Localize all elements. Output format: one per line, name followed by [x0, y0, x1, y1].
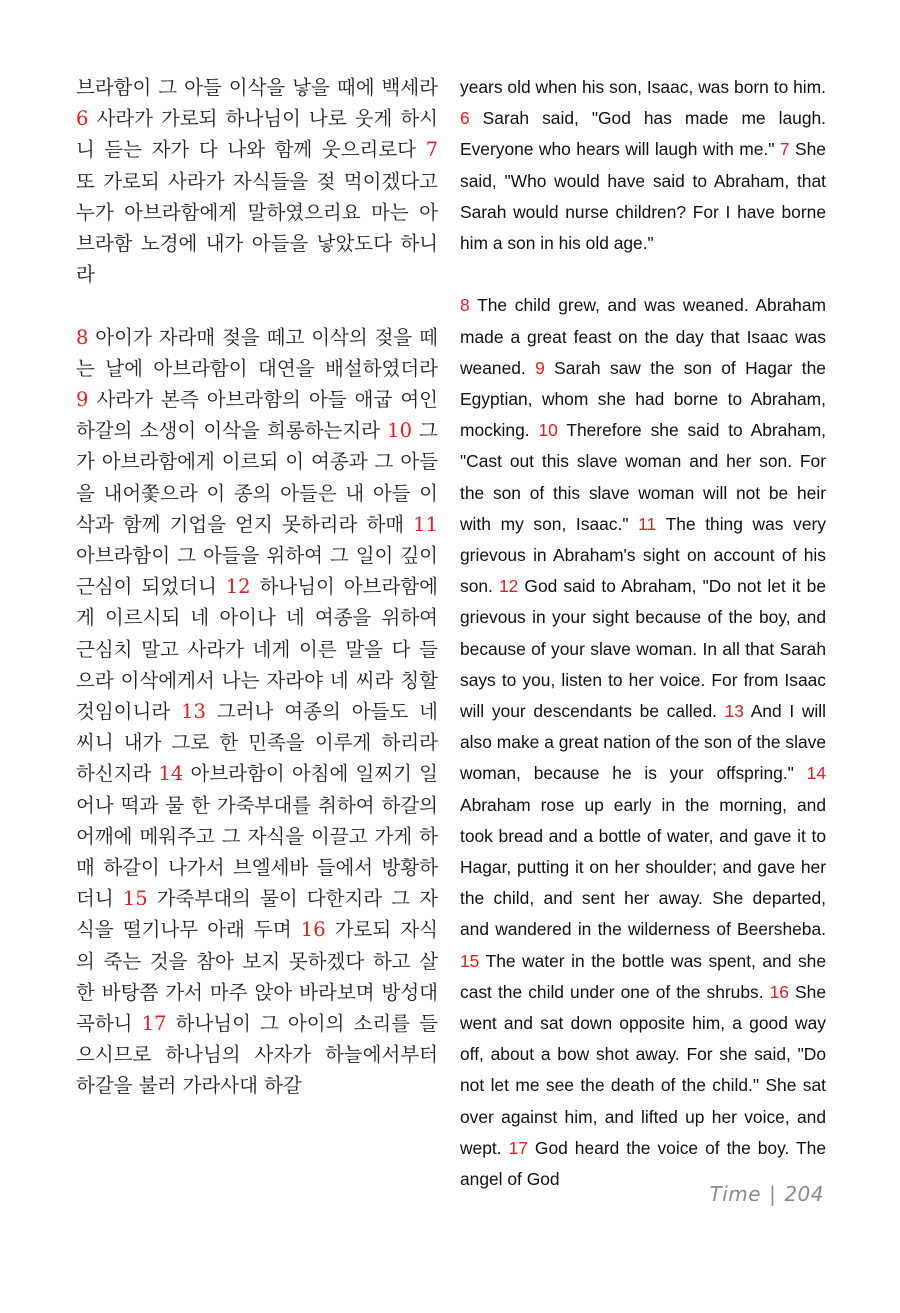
footer-section-title: Time	[709, 1182, 762, 1206]
korean-paragraph	[76, 322, 438, 1102]
english-verse-text: The water in the bottle was spent, and she cast the child under one of the shrubs.	[460, 950, 826, 1002]
verse-number: 14	[806, 763, 826, 784]
verse-number: 9	[535, 357, 545, 378]
verse-number: 10	[387, 419, 412, 443]
english-text-column	[460, 72, 826, 1195]
korean-verse-text: 가죽부대의 물이 다한지라 그 자식을 떨기나무 아래 두며	[76, 887, 439, 942]
footer-separator: |	[769, 1182, 777, 1206]
english-verse-text: years old when his son, Isaac, was born to him.	[460, 77, 826, 97]
verse-number: 9	[76, 388, 89, 412]
english-verse-text: The thing was very grievous in Abraham's sight on account of his son.	[460, 513, 826, 597]
korean-verse-text: 아이가 자라매 젖을 떼고 이삭의 젖을 떼는 날에 아브라함이 대연을 배설하였더라	[76, 325, 438, 380]
korean-verse-text: 하나님이 아브라함에게 이르시되 네 아이나 네 여종을 위하여 근심치 말고 사라가 네게 이른 말을 다 들으라 이삭에게서 나는 자라야 네 씨라 칭할 것임이니라	[76, 575, 438, 724]
korean-verse-text: 하나님이 그 아이의 소리를 들으시므로 하나님의 사자가 하늘에서부터 하갈을 불러 가라사대 하갈	[76, 1012, 438, 1098]
verse-number: 17	[141, 1012, 167, 1036]
verse-number: 13	[181, 700, 206, 724]
verse-number: 12	[225, 575, 251, 599]
korean-verse-text: 그러나 여종의 아들도 네 씨니 내가 그로 한 민족을 이루게 하리라 하신지라	[76, 700, 438, 786]
korean-verse-text: 사라가 본즉 아브라함의 아들 애굽 여인 하갈의 소생이 이삭을 희롱하는지라	[76, 388, 438, 443]
verse-number: 7	[779, 139, 790, 160]
verse-number: 17	[508, 1137, 528, 1158]
verse-number: 14	[158, 762, 184, 786]
english-verse-text: Abraham rose up early in the morning, and took bread and a bottle of water, and gave it to Hagar, putting it on her shoulder; and gave her the child, and sent her away. She departed, and wandered in the wilderness of Beersheba.	[460, 794, 826, 940]
verse-number: 15	[122, 887, 148, 911]
korean-verse-text: 아브라함이 그 아들을 위하여 그 일이 깊이 근심이 되었더니	[76, 544, 438, 599]
verse-number: 11	[413, 512, 438, 536]
korean-paragraph	[76, 72, 438, 290]
verse-number: 6	[460, 108, 470, 129]
verse-number: 6	[76, 107, 89, 131]
verse-number: 10	[538, 420, 558, 441]
korean-text-column	[76, 72, 438, 1102]
verse-number: 16	[769, 981, 789, 1002]
korean-verse-text: 그가 아브라함에게 이르되 이 여종과 그 아들을 내어쫓으라 이 종의 아들은 내 아들 이삭과 함께 기업을 얻지 못하리라 하매	[76, 419, 438, 536]
verse-number: 8	[76, 325, 89, 349]
korean-verse-text: 아브라함이 아침에 일찌기 일어나 떡과 물 한 가죽부대를 취하여 하갈의 어깨에 메워주고 그 자식을 이끌고 가게 하매 하갈이 나가서 브엘세바 들에서 방황하더니	[76, 762, 439, 911]
english-verse-text: She went and sat down opposite him, a good way off, about a bow shot away. For she said, "Do not let me see the death of the child." She sat over against him, and lifted up her voice, and wept.	[460, 981, 826, 1158]
english-verse-text: God said to Abraham, "Do not let it be grievous in your sight because of the boy, and because of your slave woman. In all that Sarah says to you, listen to her voice. For from Isaac will your descendants be called.	[460, 576, 827, 722]
english-verse-text: The child grew, and was weaned. Abraham made a great feast on the day that Isaac was weaned.	[460, 295, 826, 378]
page-number: 204	[784, 1182, 824, 1206]
verse-number: 16	[300, 918, 326, 942]
verse-number: 11	[638, 513, 657, 534]
english-verse-text: Sarah saw the son of Hagar the Egyptian, whom she had borne to Abraham, mocking.	[460, 357, 826, 441]
verse-number: 12	[498, 576, 519, 597]
verse-number: 7	[425, 138, 438, 162]
korean-verse-text: 또 가로되 사라가 자식들을 젖 먹이겠다고 누가 아브라함에게 말하였으리요 마는 아브라함 노경에 내가 아들을 낳았도다 하니라	[76, 169, 438, 287]
page-footer	[710, 1182, 825, 1206]
english-verse-text: She said, "Who would have said to Abraham, that Sarah would nurse children? For I have borne him a son in his old age."	[460, 139, 826, 254]
korean-verse-text: 가로되 자식의 죽는 것을 참아 보지 못하겠다 하고 살 한 바탕쯤 가서 마주 앉아 바라보며 방성대곡하니	[76, 918, 438, 1036]
english-paragraph	[460, 72, 826, 259]
english-verse-text: And I will also make a great nation of the son of the slave woman, because he is your offspring."	[460, 701, 826, 784]
korean-verse-text: 사라가 가로되 하나님이 나로 웃게 하시니 듣는 자가 다 나와 함께 웃으리로다	[76, 107, 438, 162]
verse-number: 15	[460, 950, 480, 971]
english-paragraph	[460, 290, 826, 1195]
verse-number: 8	[460, 295, 470, 316]
english-verse-text: God heard the voice of the boy. The angel of God	[460, 1137, 826, 1190]
english-verse-text: Sarah said, "God has made me laugh. Everyone who hears will laugh with me."	[460, 108, 826, 160]
verse-number: 13	[724, 701, 744, 722]
english-verse-text: Therefore she said to Abraham, "Cast out this slave woman and her son. For the son of this slave woman will not be heir with my son, Isaac."	[460, 420, 827, 534]
korean-verse-text: 브라함이 그 아들 이삭을 낳을 때에 백세라	[76, 76, 438, 99]
